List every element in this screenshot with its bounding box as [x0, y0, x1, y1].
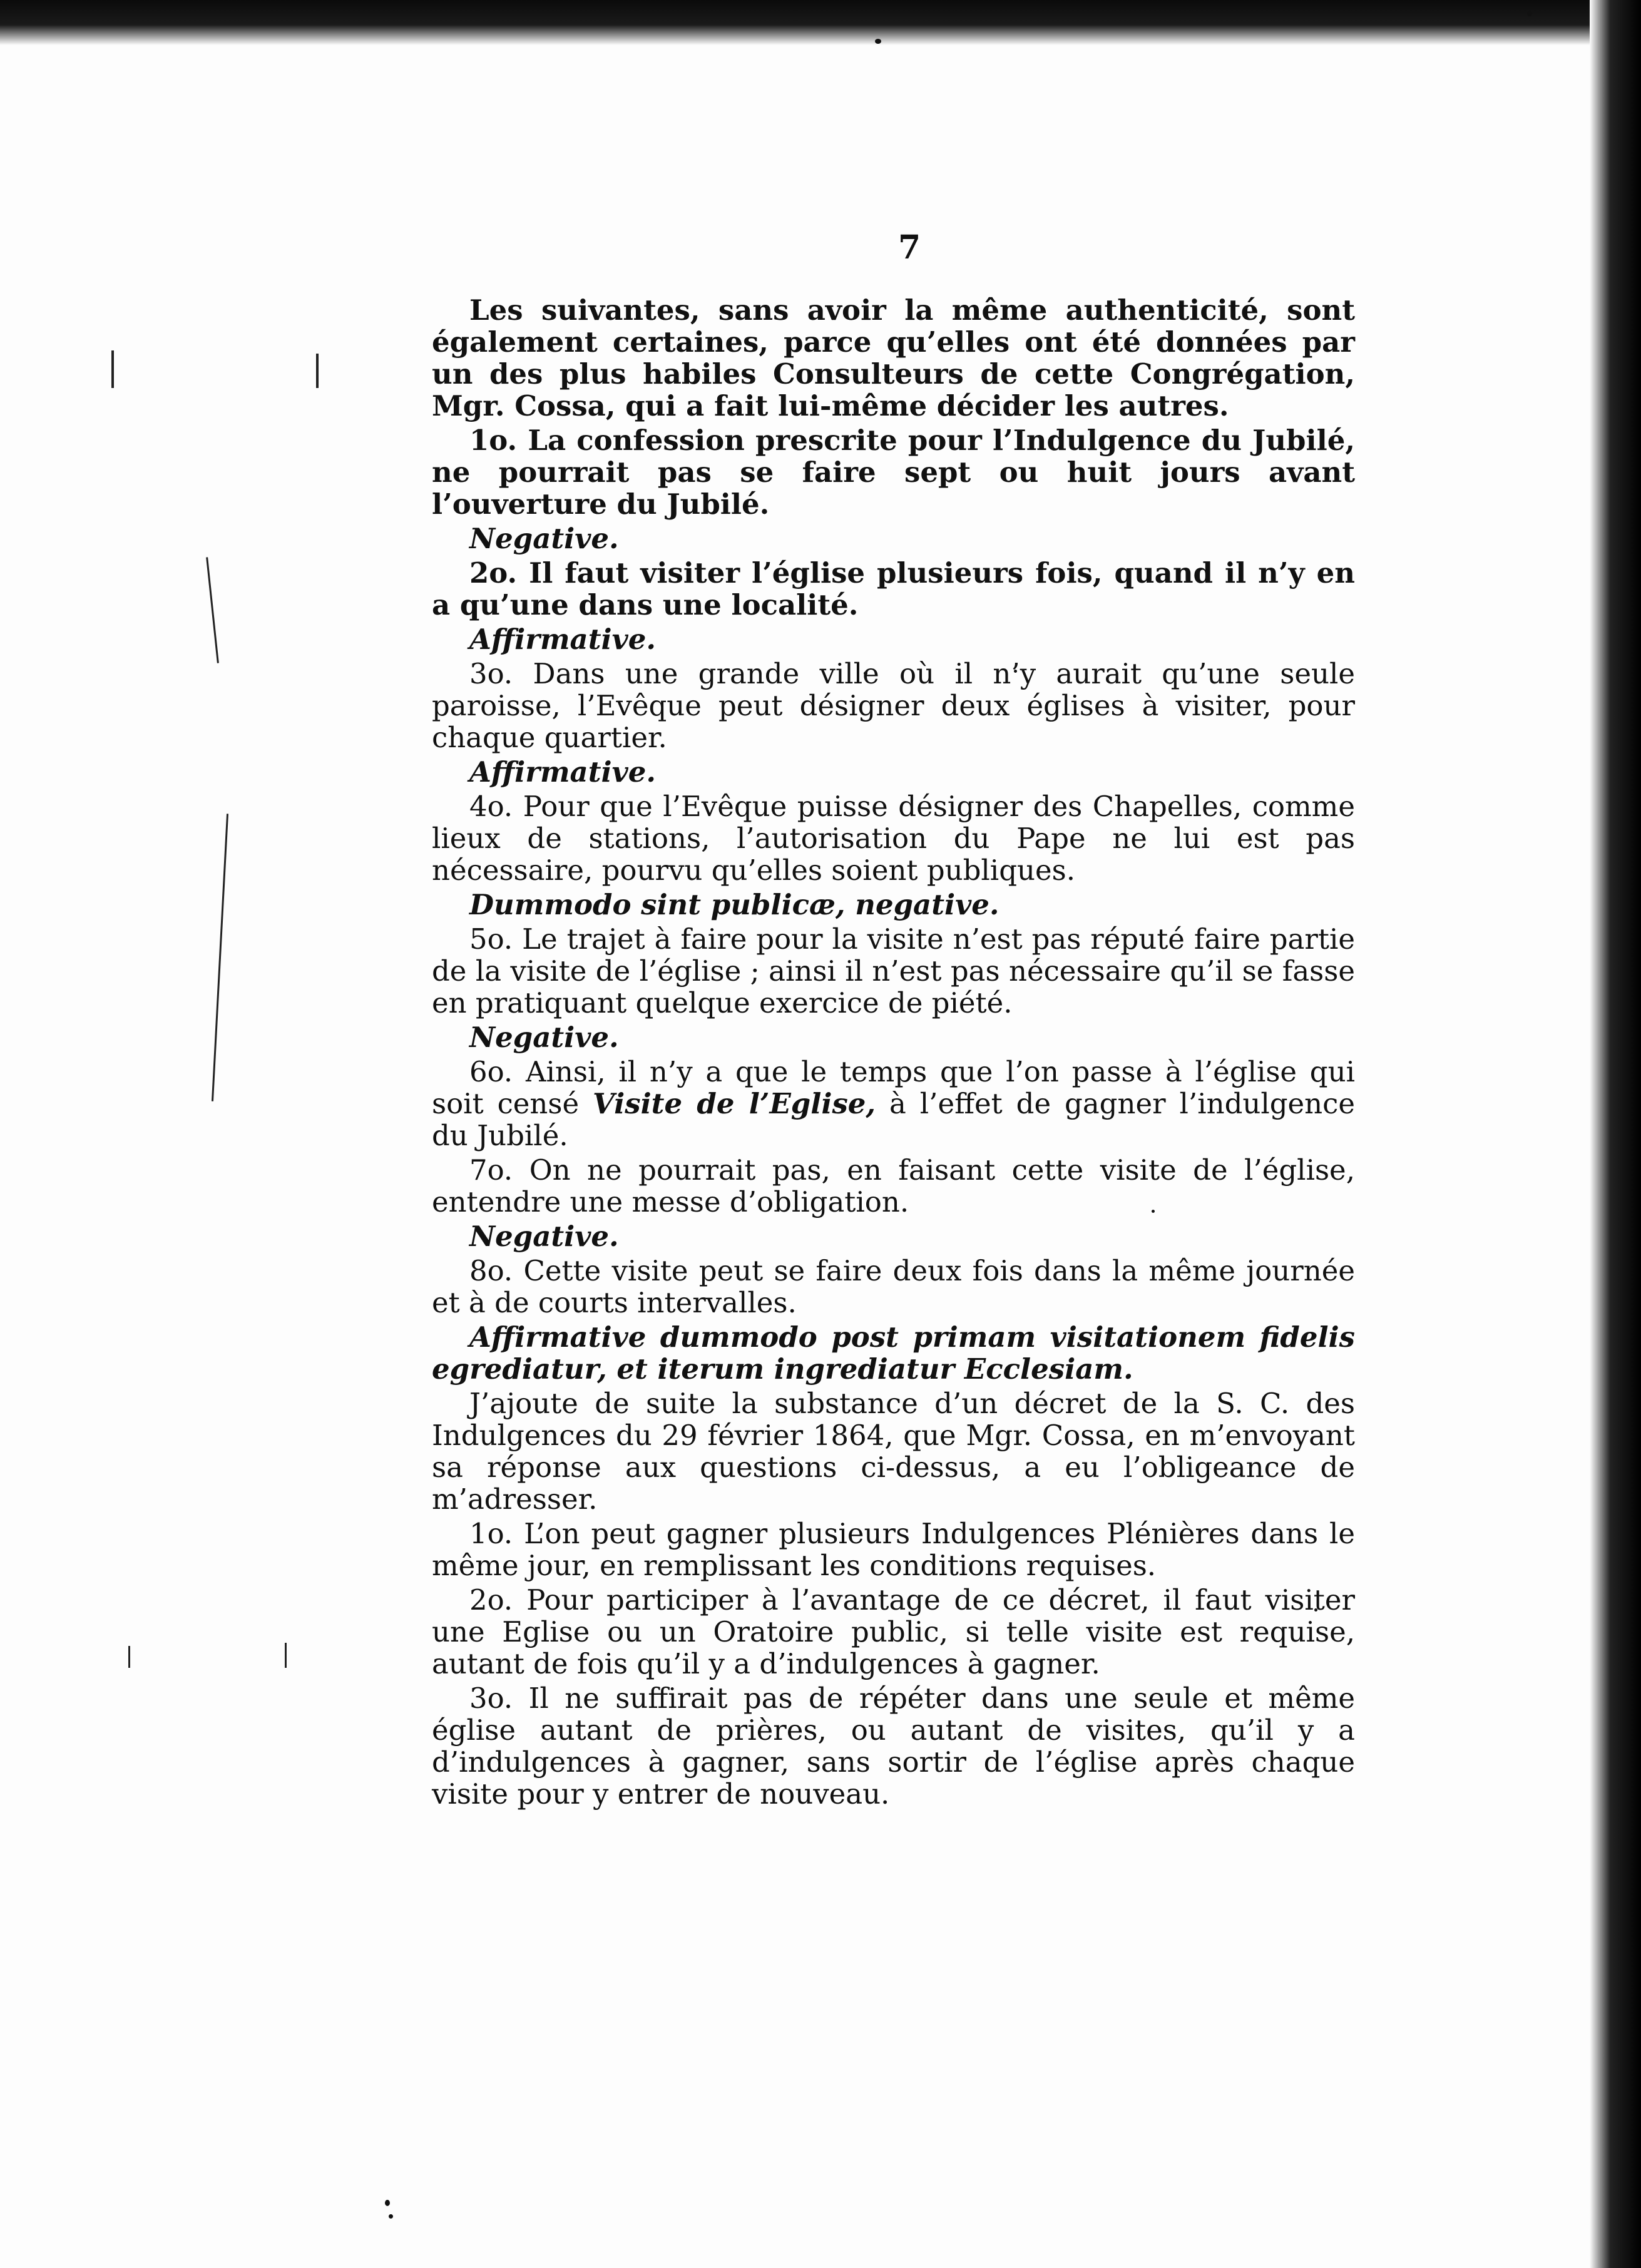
- question-3: 3o. Dans une grande ville où il n’y aurait qu’une seule paroisse, l’Evêque peut désigner deux églises à visiter, pour chaque quartier.: [432, 657, 1355, 754]
- intro-paragraph: Les suivantes, sans avoir la même authenticité, sont également certaines, parce qu’elles ont été données par un des plus habiles Consulteurs de cette Congrégation, Mgr. Cossa, qui a fait lui-même décider les autres.: [432, 294, 1355, 422]
- question-4: 4o. Pour que l’Evêque puisse désigner des Chapelles, comme lieux de stations, l’autorisation du Pape ne lui est pas nécessaire, pourvu qu’elles soient publiques.: [432, 790, 1355, 887]
- answer-3: Affirmative.: [469, 755, 657, 789]
- decree-item-3: 3o. Il ne suffirait pas de répéter dans une seule et même église autant de prières, ou autant de visites, qu’il y a d’indulgences à gagner, sans sortir de l’église après chaque visite pour y entrer de nouveau.: [432, 1682, 1355, 1811]
- answer-1: Negative.: [469, 522, 619, 555]
- question-6: [432, 1056, 1355, 1152]
- scan-mark: [111, 350, 114, 388]
- question-6-before: 6o. Ainsi, il n’y a que le temps que l’on passe à l’église qui soit censé: [432, 1055, 1355, 1120]
- question-2: 2o. Il faut visiter l’église plusieurs fois, quand il n’y en a qu’une dans une localité.: [432, 556, 1355, 621]
- scan-top-shadow: [0, 0, 1602, 45]
- page-number: 7: [898, 228, 921, 267]
- answer-7: Negative.: [469, 1220, 619, 1253]
- question-6-after: à l’effet de gagner l’indulgence du Jubilé.: [432, 1087, 1355, 1152]
- question-8: 8o. Cette visite peut se faire deux fois dans la même journée et à de courts intervalles.: [432, 1254, 1355, 1319]
- scan-mark: [206, 557, 219, 663]
- question-6-emphasis: Visite de l’Eglise,: [593, 1087, 876, 1120]
- answer-8: Affirmative dummodo post primam visitationem fidelis egrediatur, et iterum ingrediatur Ecclesiam.: [432, 1320, 1355, 1386]
- scan-mark: [212, 814, 228, 1101]
- scan-mark: [285, 1643, 287, 1668]
- question-7: 7o. On ne pourrait pas, en faisant cette visite de l’église, entendre une messe d’obligation.: [432, 1153, 1355, 1218]
- answer-4: Dummodo sint publicæ, negative.: [469, 888, 999, 921]
- decree-intro: J’ajoute de suite la substance d’un décret de la S. C. des Indulgences du 29 février 1864, que Mgr. Cossa, en m’envoyant sa réponse aux questions ci-dessus, a eu l’obligeance de m’adresser.: [432, 1387, 1355, 1516]
- body-text: [432, 294, 1355, 1812]
- answer-2: Affirmative.: [469, 623, 657, 656]
- question-5: 5o. Le trajet à faire pour la visite n’est pas réputé faire partie de la visite de l’église ; ainsi il n’est pas nécessaire qu’il se fasse en pratiquant quelque exercice de piété.: [432, 922, 1355, 1019]
- scan-mark: [128, 1646, 130, 1668]
- scan-mark: [316, 354, 319, 388]
- decree-item-1: 1o. L’on peut gagner plusieurs Indulgences Plénières dans le même jour, en remplissant les conditions requises.: [432, 1517, 1355, 1582]
- question-1: 1o. La confession prescrite pour l’Indulgence du Jubilé, ne pourrait pas se faire sept ou huit jours avant l’ouverture du Jubilé.: [432, 424, 1355, 521]
- answer-5: Negative.: [469, 1021, 619, 1054]
- decree-item-2: 2o. Pour participer à l’avantage de ce décret, il faut visiter une Eglise ou un Oratoire public, si telle visite est requise, autant de fois qu’il y a d’indulgences à gagner.: [432, 1583, 1355, 1680]
- scan-right-edge: [1590, 0, 1641, 2268]
